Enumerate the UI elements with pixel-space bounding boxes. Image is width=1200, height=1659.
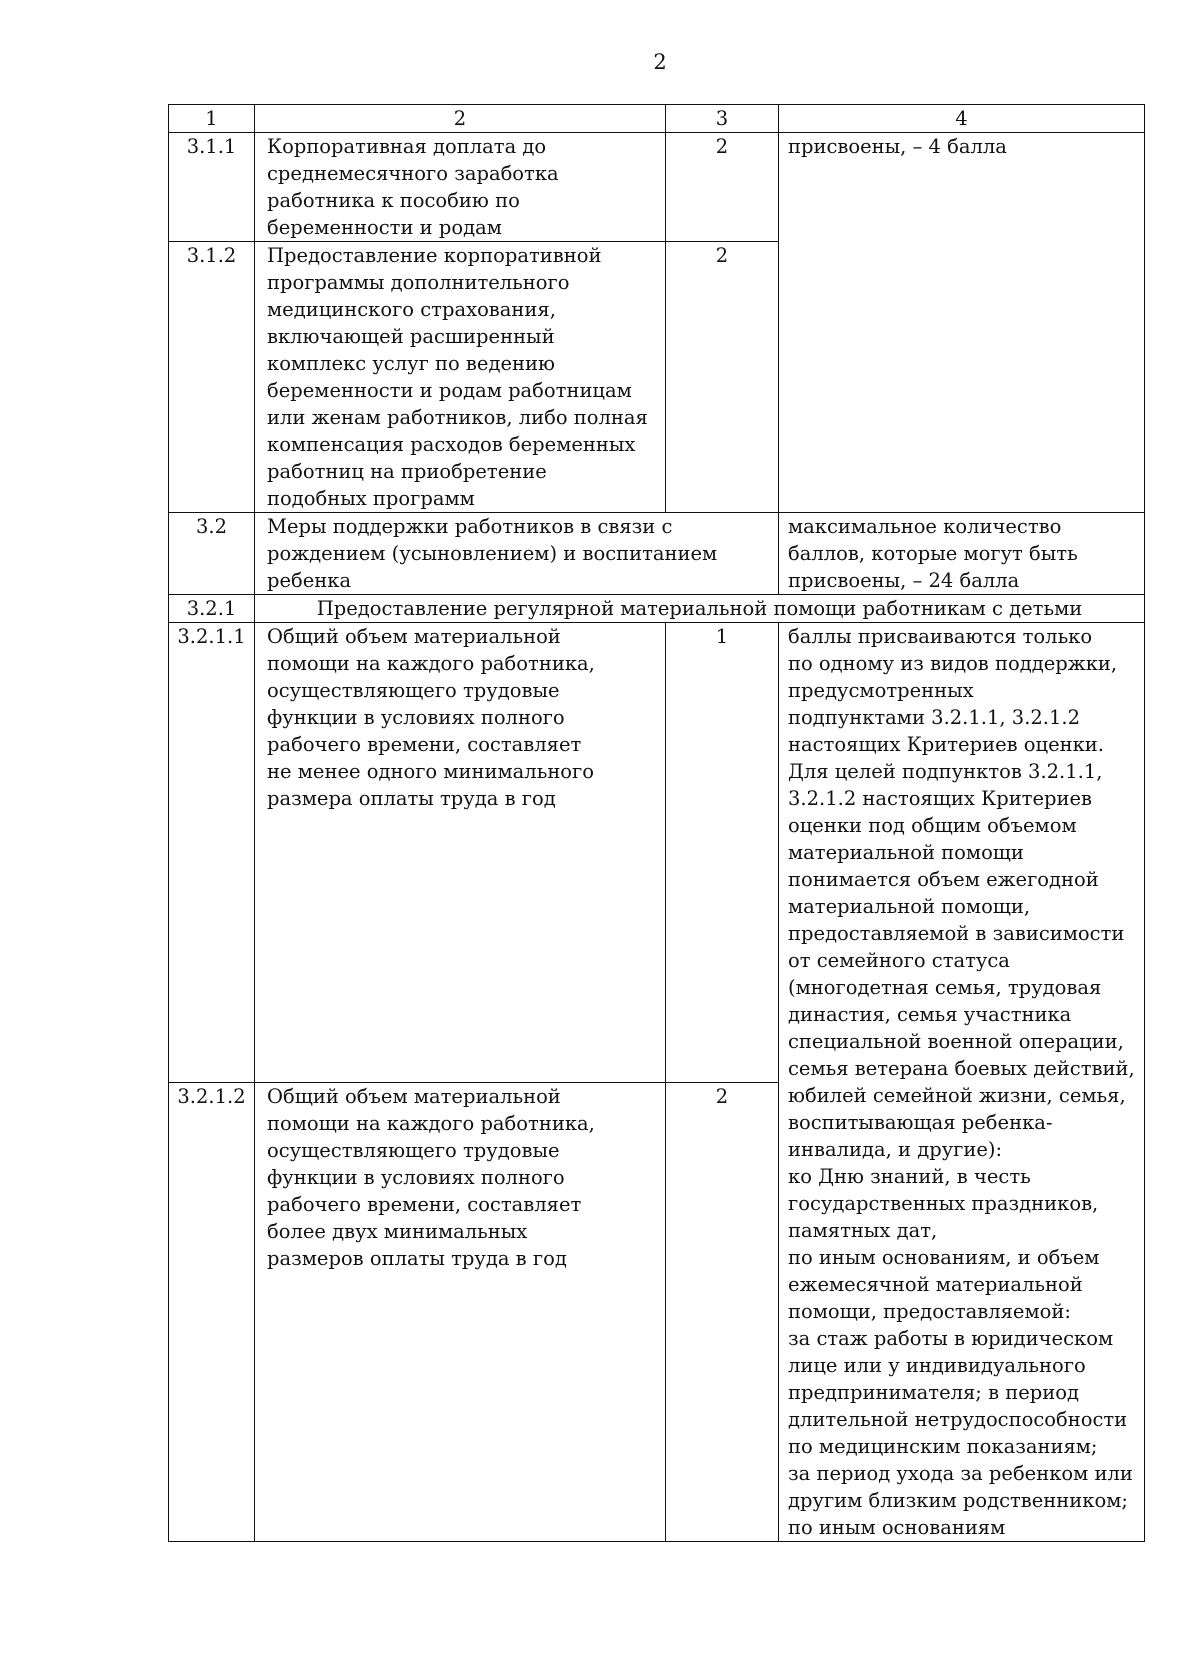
row-note: присвоены, – 4 балла [779,133,1145,513]
row-text: Предоставление регулярной материальной помощи работникам с детьми [255,595,1145,623]
row-number: 3.2 [169,513,255,595]
table-row [169,595,1145,623]
criteria-table [168,104,1145,1542]
header-col-2: 2 [255,105,666,133]
row-number: 3.2.1.1 [169,623,255,1083]
row-number: 3.1.1 [169,133,255,242]
row-number: 3.2.1.2 [169,1082,255,1542]
header-col-1: 1 [169,105,255,133]
table-row [169,513,1145,595]
table-row [169,623,1145,1083]
row-points: 2 [666,242,779,513]
header-col-3: 3 [666,105,779,133]
table-header-row [169,105,1145,133]
row-text: Общий объем материальной помощи на каждого работника, осуществляющего трудовые функции в условиях полного рабочего времени, составляет более двух минимальных размеров оплаты труда в год [255,1082,666,1542]
row-text: Корпоративная доплата до среднемесячного заработка работника к пособию по беременности и родам [255,133,666,242]
row-note: максимальное количество баллов, которые могут быть присвоены, – 24 балла [779,513,1145,595]
table-row [169,133,1145,242]
header-col-4: 4 [779,105,1145,133]
row-number: 3.1.2 [169,242,255,513]
row-text: Меры поддержки работников в связи с рождением (усыновлением) и воспитанием ребенка [255,513,779,595]
row-points: 2 [666,133,779,242]
row-points: 1 [666,623,779,1083]
row-note: баллы присваиваются только по одному из видов поддержки, предусмотренных подпунктами 3.2.1.1, 3.2.1.2 настоящих Критериев оценки. Для целей подпунктов 3.2.1.1, 3.2.1.2 настоящих Критериев оценки под общим объемом материальной помощи понимается объем ежегодной материальной помощи, предоставляемой в зависимости от семейного статуса (многодетная семья, трудовая династия, семья участника специальной военной операции, семья ветерана боевых действий, юбилей семейной жизни, семья, воспитывающая ребенка- инвалида, и другие): ко Дню знаний, в честь государственных праздников, памятных дат, по иным основаниям, и объем ежемесячной материальной помощи, предоставляемой: за стаж работы в юридическом лице или у индивидуального предпринимателя; в период длительной нетрудоспособности по медицинским показаниям; за период ухода за ребенком или другим близким родственником; по иным основаниям [779,623,1145,1542]
row-points: 2 [666,1082,779,1542]
row-number: 3.2.1 [169,595,255,623]
row-text: Предоставление корпоративной программы дополнительного медицинского страхования, включающей расширенный комплекс услуг по ведению беременности и родам работницам или женам работников, либо полная компенсация расходов беременных работниц на приобретение подобных программ [255,242,666,513]
page-number: 2 [653,50,667,74]
row-text: Общий объем материальной помощи на каждого работника, осуществляющего трудовые функции в условиях полного рабочего времени, составляет не менее одного минимального размера оплаты труда в год [255,623,666,1083]
